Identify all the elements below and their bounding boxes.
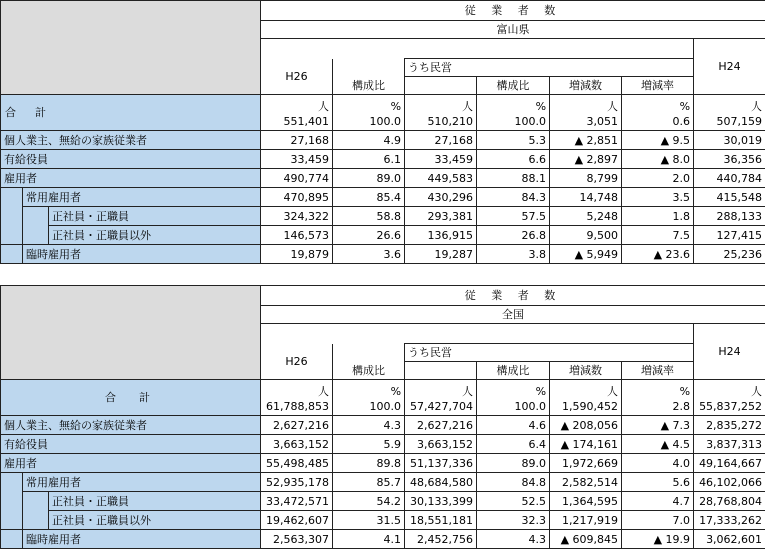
row-label: 臨時雇用者 (23, 530, 261, 549)
total-value: 100.0 (333, 398, 405, 416)
col-change-head: 増減数 (550, 77, 622, 95)
row-value: 1,217,919 (550, 511, 622, 530)
unit-cell: % (477, 95, 550, 113)
row-value: 3,663,152 (405, 435, 477, 454)
col-private-head: うち民営 (405, 344, 694, 362)
row-label: 雇用者 (1, 169, 261, 188)
row-value: ▲ 208,056 (550, 416, 622, 435)
row-value: 2,835,272 (694, 416, 765, 435)
row-value: 14,748 (550, 188, 622, 207)
row-value: 52,935,178 (261, 473, 333, 492)
col-change-head: 増減数 (550, 362, 622, 380)
row-value: 30,133,399 (405, 492, 477, 511)
row-label: 正社員・正職員 (49, 492, 261, 511)
col-ratio-top (333, 344, 405, 362)
col-private-sub (405, 362, 477, 380)
indent-cell (1, 530, 23, 549)
row-value: 3,663,152 (261, 435, 333, 454)
col-h26-top (261, 324, 405, 344)
table-row (1, 435, 765, 454)
row-value: 127,415 (694, 226, 765, 245)
row-value: 2.0 (622, 169, 694, 188)
row-value: 1,364,595 (550, 492, 622, 511)
total-value: 510,210 (405, 113, 477, 131)
row-value: 57.5 (477, 207, 550, 226)
row-value: 4.7 (622, 492, 694, 511)
total-value: 100.0 (333, 113, 405, 131)
row-label: 正社員・正職員以外 (49, 511, 261, 530)
row-label: 正社員・正職員 (49, 207, 261, 226)
unit-cell: 人 (550, 95, 622, 113)
row-value: 33,459 (261, 150, 333, 169)
row-label: 常用雇用者 (23, 188, 261, 207)
col-ratio-top (333, 59, 405, 77)
row-value: 3,837,313 (694, 435, 765, 454)
col-private-head: うち民営 (405, 59, 694, 77)
row-value: 324,322 (261, 207, 333, 226)
row-value: 52.5 (477, 492, 550, 511)
row-value: 430,296 (405, 188, 477, 207)
col-h24-head: H24 (694, 39, 765, 95)
row-label: 個人業主、無給の家族従業者 (1, 416, 261, 435)
indent-cell-2 (23, 492, 49, 530)
header-stub (1, 286, 261, 380)
row-value: ▲ 609,845 (550, 530, 622, 549)
row-value: ▲ 9.5 (622, 131, 694, 150)
col-rate-head: 増減率 (622, 77, 694, 95)
row-value: 46,102,066 (694, 473, 765, 492)
unit-cell: 人 (261, 95, 333, 113)
col-rate-head: 増減率 (622, 362, 694, 380)
row-value: 85.7 (333, 473, 405, 492)
row-value: 19,462,607 (261, 511, 333, 530)
row-value: 3,062,601 (694, 530, 765, 549)
row-value: 26.6 (333, 226, 405, 245)
unit-cell: % (477, 380, 550, 398)
total-value: 1,590,452 (550, 398, 622, 416)
col-spacer (405, 324, 694, 344)
row-value: 3.8 (477, 245, 550, 264)
row-value: 18,551,181 (405, 511, 477, 530)
row-label: 有給役員 (1, 150, 261, 169)
total-value: 57,427,704 (405, 398, 477, 416)
table-row (1, 226, 765, 245)
unit-cell: % (333, 380, 405, 398)
row-value: 30,019 (694, 131, 765, 150)
row-value: 84.8 (477, 473, 550, 492)
row-value: 48,684,580 (405, 473, 477, 492)
table-row (1, 511, 765, 530)
row-value: 33,459 (405, 150, 477, 169)
col-h26-head: H26 (261, 344, 333, 380)
header-stub (1, 1, 261, 95)
row-value: 1,972,669 (550, 454, 622, 473)
row-value: 55,498,485 (261, 454, 333, 473)
row-value: 2,563,307 (261, 530, 333, 549)
row-value: 27,168 (261, 131, 333, 150)
total-value: 2.8 (622, 398, 694, 416)
row-value: 4.3 (477, 530, 550, 549)
unit-cell: 人 (405, 95, 477, 113)
col-private-sub (405, 77, 477, 95)
row-value: 28,768,804 (694, 492, 765, 511)
total-label: 合 計 (1, 380, 261, 416)
table-row (1, 454, 765, 473)
row-label: 個人業主、無給の家族従業者 (1, 131, 261, 150)
table-row (1, 492, 765, 511)
row-value: 5.6 (622, 473, 694, 492)
row-value: 8,799 (550, 169, 622, 188)
col-h26-top (261, 39, 405, 59)
row-value: ▲ 2,851 (550, 131, 622, 150)
unit-cell: 人 (550, 380, 622, 398)
table-heading: 従 業 者 数 (261, 286, 765, 306)
row-label: 正社員・正職員以外 (49, 226, 261, 245)
total-value: 3,051 (550, 113, 622, 131)
row-value: 449,583 (405, 169, 477, 188)
row-value: 54.2 (333, 492, 405, 511)
row-value: ▲ 2,897 (550, 150, 622, 169)
row-value: 6.4 (477, 435, 550, 454)
row-value: 58.8 (333, 207, 405, 226)
row-value: 84.3 (477, 188, 550, 207)
row-value: 32.3 (477, 511, 550, 530)
col-spacer (405, 39, 694, 59)
row-value: 19,287 (405, 245, 477, 264)
table-row (1, 473, 765, 492)
row-value: ▲ 5,949 (550, 245, 622, 264)
col-ratio2-head: 構成比 (477, 362, 550, 380)
table-row (1, 245, 765, 264)
table-row (1, 150, 765, 169)
row-value: ▲ 4.5 (622, 435, 694, 454)
table-row (1, 169, 765, 188)
row-value: 6.6 (477, 150, 550, 169)
row-value: 31.5 (333, 511, 405, 530)
row-value: 27,168 (405, 131, 477, 150)
employee-stats-table-1 (0, 285, 765, 549)
col-h26-head: H26 (261, 59, 333, 95)
total-value: 100.0 (477, 113, 550, 131)
row-value: 5.9 (333, 435, 405, 454)
total-value: 100.0 (477, 398, 550, 416)
total-label: 合 計 (1, 95, 261, 131)
row-value: 440,784 (694, 169, 765, 188)
row-value: ▲ 174,161 (550, 435, 622, 454)
total-value: 507,159 (694, 113, 765, 131)
region-label: 全国 (261, 306, 765, 324)
col-ratio2-head: 構成比 (477, 77, 550, 95)
unit-cell: % (333, 95, 405, 113)
row-value: ▲ 19.9 (622, 530, 694, 549)
row-value: 2,452,756 (405, 530, 477, 549)
table-row (1, 188, 765, 207)
row-value: 2,627,216 (405, 416, 477, 435)
row-value: 17,333,262 (694, 511, 765, 530)
table-row (1, 207, 765, 226)
row-value: 4.3 (333, 416, 405, 435)
total-value: 61,788,853 (261, 398, 333, 416)
row-value: 1.8 (622, 207, 694, 226)
indent-cell (1, 188, 23, 245)
row-value: 85.4 (333, 188, 405, 207)
row-value: 9,500 (550, 226, 622, 245)
indent-cell (1, 245, 23, 264)
col-ratio-head: 構成比 (333, 362, 405, 380)
row-value: 88.1 (477, 169, 550, 188)
row-value: 4.6 (477, 416, 550, 435)
unit-cell: 人 (405, 380, 477, 398)
row-label: 有給役員 (1, 435, 261, 454)
table-row (1, 416, 765, 435)
row-value: 89.0 (333, 169, 405, 188)
row-value: 89.8 (333, 454, 405, 473)
row-value: 4.9 (333, 131, 405, 150)
row-value: 3.5 (622, 188, 694, 207)
row-value: 19,879 (261, 245, 333, 264)
indent-cell (1, 473, 23, 530)
indent-cell-2 (23, 207, 49, 245)
total-value: 0.6 (622, 113, 694, 131)
row-value: 25,236 (694, 245, 765, 264)
total-value: 551,401 (261, 113, 333, 131)
row-value: 415,548 (694, 188, 765, 207)
unit-cell: 人 (694, 380, 765, 398)
row-value: 89.0 (477, 454, 550, 473)
row-value: 136,915 (405, 226, 477, 245)
table-row (1, 131, 765, 150)
row-value: 7.0 (622, 511, 694, 530)
unit-cell: % (622, 95, 694, 113)
row-value: 490,774 (261, 169, 333, 188)
row-value: 5.3 (477, 131, 550, 150)
row-value: 26.8 (477, 226, 550, 245)
unit-cell: 人 (261, 380, 333, 398)
row-value: 49,164,667 (694, 454, 765, 473)
total-value: 55,837,252 (694, 398, 765, 416)
row-value: 288,133 (694, 207, 765, 226)
row-value: 4.0 (622, 454, 694, 473)
row-value: ▲ 23.6 (622, 245, 694, 264)
col-ratio-head: 構成比 (333, 77, 405, 95)
row-value: 2,582,514 (550, 473, 622, 492)
col-h24-head: H24 (694, 324, 765, 380)
table-heading: 従 業 者 数 (261, 1, 765, 21)
row-value: 3.6 (333, 245, 405, 264)
row-label: 雇用者 (1, 454, 261, 473)
row-value: 36,356 (694, 150, 765, 169)
row-value: ▲ 7.3 (622, 416, 694, 435)
row-value: 4.1 (333, 530, 405, 549)
region-label: 富山県 (261, 21, 765, 39)
row-label: 常用雇用者 (23, 473, 261, 492)
table-row (1, 530, 765, 549)
row-value: 2,627,216 (261, 416, 333, 435)
unit-cell: 人 (694, 95, 765, 113)
row-value: 470,895 (261, 188, 333, 207)
row-value: 5,248 (550, 207, 622, 226)
row-value: 6.1 (333, 150, 405, 169)
row-value: ▲ 8.0 (622, 150, 694, 169)
unit-cell: % (622, 380, 694, 398)
row-value: 293,381 (405, 207, 477, 226)
row-value: 33,472,571 (261, 492, 333, 511)
row-value: 7.5 (622, 226, 694, 245)
row-label: 臨時雇用者 (23, 245, 261, 264)
employee-stats-table-0 (0, 0, 765, 264)
row-value: 51,137,336 (405, 454, 477, 473)
row-value: 146,573 (261, 226, 333, 245)
